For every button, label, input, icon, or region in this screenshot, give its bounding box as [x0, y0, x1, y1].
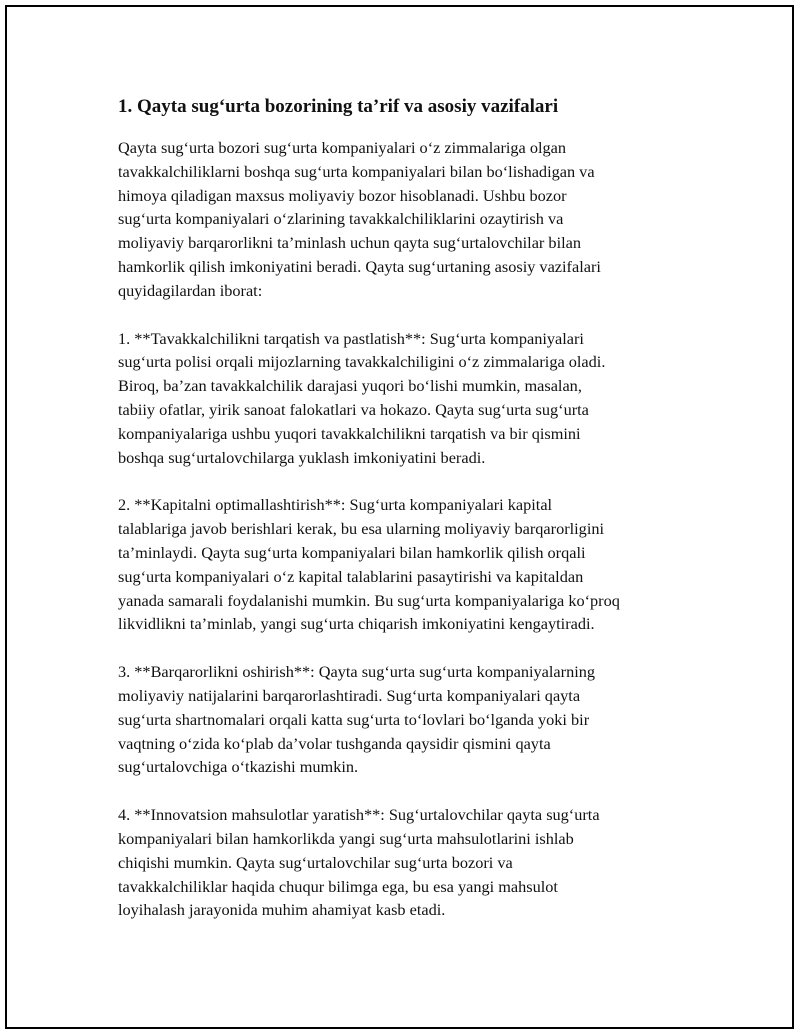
text-line: tabiiy ofatlar, yirik sanoat falokatlari va hokazo. Qayta sug‘urta sug‘urta	[118, 399, 589, 419]
text-line: chiqishi mumkin. Qayta sug‘urtalovchilar sug‘urta bozori va	[118, 852, 513, 872]
paragraph-item-3	[118, 660, 703, 779]
text-line: quyidagilardan iborat:	[118, 280, 263, 300]
text-line: tavakkalchiliklarni boshqa sug‘urta kompaniyalari bilan bo‘lishadigan va	[118, 161, 595, 181]
section-heading: 1. Qayta sug‘urta bozorining ta’rif va asosiy vazifalari	[118, 96, 559, 117]
paragraph-item-2	[118, 493, 703, 636]
text-line: tavakkalchiliklar haqida chuqur bilimga ega, bu esa yangi mahsulot	[118, 876, 558, 896]
text-line: sug‘urta kompaniyalari o‘z kapital talablarini pasaytirishi va kapitaldan	[118, 566, 584, 586]
text-line: moliyaviy barqarorlikni ta’minlash uchun qayta sug‘urtalovchilar bilan	[118, 233, 581, 253]
text-line: 2. **Kapitalni optimallashtirish**: Sug‘urta kompaniyalari kapital	[118, 495, 553, 515]
text-line: 4. **Innovatsion mahsulotlar yaratish**: Sug‘urtalovchilar qayta sug‘urta	[118, 805, 600, 825]
text-line: kompaniyalari bilan hamkorlikda yangi sug‘urta mahsulotlarini ishlab	[118, 828, 574, 848]
text-line: ta’minlaydi. Qayta sug‘urta kompaniyalari bilan hamkorlik qilish orqali	[118, 542, 586, 562]
text-line: yanada samarali foydalanishi mumkin. Bu sug‘urta kompaniyalariga ko‘proq	[118, 590, 620, 610]
text-line: boshqa sug‘urtalovchilarga yuklash imkoniyatini beradi.	[118, 447, 486, 467]
paragraph-intro	[118, 136, 703, 303]
text-line: talablariga javob berishlari kerak, bu esa ularning moliyaviy barqarorligini	[118, 519, 605, 539]
paragraph-item-4	[118, 803, 703, 922]
text-line: loyihalash jarayonida muhim ahamiyat kasb etadi.	[118, 900, 446, 920]
text-line: sug‘urta shartnomalari orqali katta sug‘urta to‘lovlari bo‘lganda yoki bir	[118, 709, 590, 729]
text-line: sug‘urtalovchiga o‘tkazishi mumkin.	[118, 757, 359, 777]
document-body	[118, 92, 703, 946]
text-line: himoya qiladigan maxsus moliyaviy bozor hisoblanadi. Ushbu bozor	[118, 185, 567, 205]
text-line: sug‘urta polisi orqali mijozlarning tavakkalchiligini o‘z zimmalariga oladi.	[118, 352, 606, 372]
text-line: 1. **Tavakkalchilikni tarqatish va pastlatish**: Sug‘urta kompaniyalari	[118, 328, 584, 348]
text-line: likvidlikni ta’minlab, yangi sug‘urta chiqarish imkoniyatini kengaytiradi.	[118, 614, 595, 634]
text-line: Qayta sug‘urta bozori sug‘urta kompaniyalari o‘z zimmalariga olgan	[118, 138, 567, 157]
text-line: moliyaviy natijalarini barqarorlashtiradi. Sug‘urta kompaniyalari qayta	[118, 685, 581, 705]
text-line: 3. **Barqarorlikni oshirish**: Qayta sug‘urta sug‘urta kompaniyalarning	[118, 662, 596, 682]
text-line: sug‘urta kompaniyalari o‘zlarining tavakkalchiliklarini ozaytirish va	[118, 209, 564, 229]
text-line: vaqtning o‘zida ko‘plab da’volar tushganda qaysidir qismini qayta	[118, 733, 551, 753]
text-line: Biroq, ba’zan tavakkalchilik darajasi yuqori bo‘lishi mumkin, masalan,	[118, 376, 582, 396]
text-line: kompaniyalariga ushbu yuqori tavakkalchilikni tarqatish va bir qismini	[118, 423, 581, 443]
paragraph-item-1	[118, 327, 703, 470]
text-line: hamkorlik qilish imkoniyatini beradi. Qayta sug‘urtaning asosiy vazifalari	[118, 256, 601, 276]
